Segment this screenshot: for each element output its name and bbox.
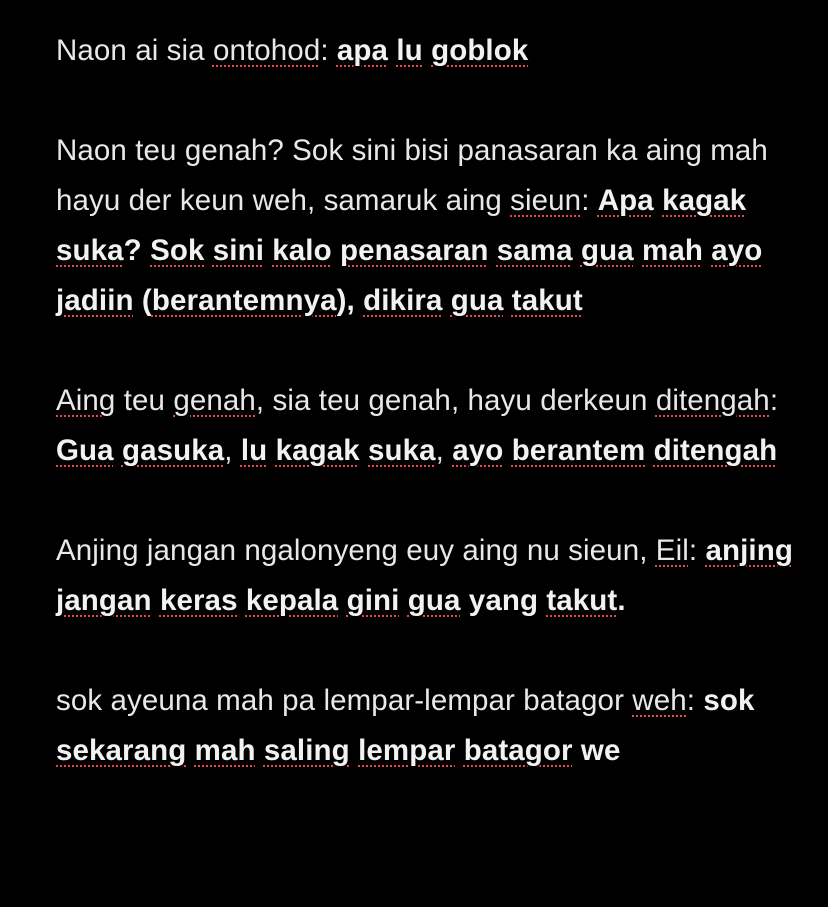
misspelled-word: kagak (275, 434, 360, 467)
text-run (350, 734, 358, 767)
misspelled-word: sama (496, 234, 573, 267)
misspelled-word: suka (56, 234, 124, 267)
misspelled-word: takut (511, 284, 583, 317)
misspelled-word: apa (336, 34, 389, 67)
text-run: sok ayeuna mah pa lempar-lempar batagor (56, 684, 633, 717)
text-run: ), (336, 284, 364, 317)
text-run: , (435, 434, 453, 467)
misspelled-word: kagak (662, 184, 747, 217)
misspelled-word: gua (450, 284, 504, 317)
text-run: ( (133, 284, 152, 317)
misspelled-word: Aing (56, 384, 116, 417)
text-run (332, 234, 340, 267)
text-run: : (581, 184, 598, 217)
misspelled-word: genah (173, 384, 256, 417)
misspelled-word: jadiin (56, 284, 134, 317)
note-paragraph (56, 376, 816, 476)
text-run (455, 734, 463, 767)
text-run (204, 234, 212, 267)
text-run (114, 434, 122, 467)
text-run: yang (460, 584, 547, 617)
text-run (442, 284, 450, 317)
misspelled-word: jangan (56, 584, 152, 617)
text-run (186, 734, 194, 767)
text-run (504, 284, 512, 317)
misspelled-word: sieun (510, 184, 582, 217)
misspelled-word: anjing (705, 534, 793, 567)
text-run: , (224, 434, 241, 467)
misspelled-word: gasuka (121, 434, 225, 467)
text-run: Naon ai sia (56, 34, 213, 67)
misspelled-word: gini (346, 584, 400, 617)
misspelled-word: Sok (150, 234, 205, 267)
text-run (654, 184, 662, 217)
text-run (503, 434, 511, 467)
misspelled-word: weh (632, 684, 687, 717)
misspelled-word: mah (194, 734, 256, 767)
misspelled-word: Gua (56, 434, 114, 467)
text-run: we (572, 734, 621, 767)
text-run: : (769, 384, 779, 417)
note-body[interactable] (56, 26, 816, 776)
misspelled-word: lu (240, 434, 268, 467)
text-run: teu (115, 384, 174, 417)
misspelled-word: sini (212, 234, 264, 267)
misspelled-word: sekarang (56, 734, 187, 767)
note-paragraph (56, 126, 816, 326)
misspelled-word: batagor (463, 734, 573, 767)
text-run: Anjing jangan ngalonyeng euy aing nu sieun, (56, 534, 656, 567)
text-run (489, 234, 497, 267)
misspelled-word: goblok (431, 34, 529, 67)
text-run (634, 234, 642, 267)
text-run (152, 584, 160, 617)
text-run (256, 734, 264, 767)
text-run (238, 584, 246, 617)
misspelled-word: saling (263, 734, 350, 767)
text-run (399, 584, 407, 617)
misspelled-word: suka (368, 434, 436, 467)
text-run: . (617, 584, 626, 617)
text-run: : (686, 684, 704, 717)
misspelled-word: lu (396, 34, 423, 67)
misspelled-word: lempar (358, 734, 456, 767)
misspelled-word: ayo (452, 434, 504, 467)
note-paragraph (56, 26, 816, 76)
misspelled-word: berantem (511, 434, 646, 467)
misspelled-word: gua (580, 234, 634, 267)
text-run (267, 434, 275, 467)
text-run (645, 434, 653, 467)
misspelled-word: mah (642, 234, 703, 267)
text-run: : (688, 534, 706, 567)
misspelled-word: Apa (597, 184, 654, 217)
text-run (338, 584, 346, 617)
misspelled-word: ayo (711, 234, 763, 267)
misspelled-word: ditengah (655, 384, 770, 417)
misspelled-word: penasaran (340, 234, 489, 267)
misspelled-word: kalo (272, 234, 332, 267)
text-run: , sia teu genah, hayu derkeun (255, 384, 656, 417)
misspelled-word: ontohod (212, 34, 321, 67)
misspelled-word: berantemnya (151, 284, 337, 317)
text-run: sok (703, 684, 755, 717)
misspelled-word: ditengah (653, 434, 778, 467)
text-run: Naon teu genah? Sok sini bisi panasaran ka aing mah hayu der keun weh, samaruk aing (56, 134, 768, 217)
misspelled-word: keras (159, 584, 238, 617)
note-paragraph (56, 526, 816, 626)
text-run (360, 434, 368, 467)
text-run: : (320, 34, 337, 67)
note-paragraph (56, 676, 816, 776)
misspelled-word: takut (546, 584, 618, 617)
misspelled-word: kepala (245, 584, 339, 617)
misspelled-word: gua (407, 584, 461, 617)
text-run (573, 234, 581, 267)
misspelled-word: dikira (363, 284, 443, 317)
text-run: ? (123, 234, 151, 267)
misspelled-word: Eil (655, 534, 689, 567)
text-run (423, 34, 431, 67)
